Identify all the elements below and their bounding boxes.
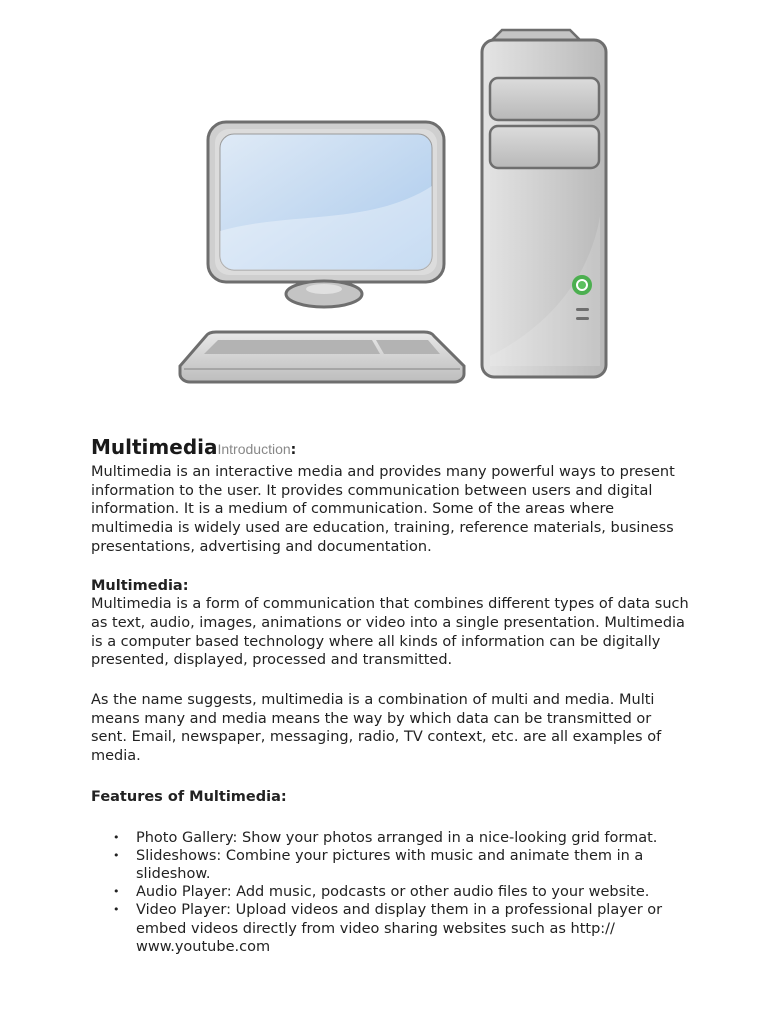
features-heading: Features of Multimedia: bbox=[91, 788, 287, 805]
desktop-computer-icon bbox=[170, 26, 615, 388]
title-colon: : bbox=[290, 442, 297, 458]
title-text: Multimedia bbox=[91, 435, 218, 459]
drive-bay-icon bbox=[490, 126, 599, 168]
monitor bbox=[208, 122, 444, 307]
name-paragraph: As the name suggests, multimedia is a combination of multi and media. Multi means many and media means the way by which data can be transmitted or sent. Email, newspaper, messaging, radio, TV context, etc. are all examples of media. bbox=[91, 692, 662, 765]
document-body bbox=[91, 434, 691, 956]
drive-bay-icon bbox=[490, 78, 599, 120]
intro-paragraph: Multimedia is an interactive media and provides many powerful ways to present information to the user. It provides communication between users and digital information. It is a medium of communication. Some of the areas where multimedia is widely used are education, training, reference materials, business presentations, advertising and documentation. bbox=[91, 464, 675, 555]
section-heading: Multimedia: bbox=[91, 577, 189, 594]
features-list bbox=[91, 829, 691, 956]
list-item: • Photo Gallery: Show your photos arranged in a nice-looking grid format. bbox=[136, 829, 691, 847]
page-title bbox=[91, 434, 691, 463]
list-item: • Video Player: Upload videos and display them in a professional player or embed videos directly from video sharing websites such as http:// www.youtube.com bbox=[136, 901, 691, 956]
list-item: • Audio Player: Add music, podcasts or other audio files to your website. bbox=[136, 883, 691, 901]
title-suffix: Introduction bbox=[217, 441, 291, 457]
tower-case bbox=[482, 30, 606, 377]
list-item: • Slideshows: Combine your pictures with music and animate them in a slideshow. bbox=[136, 847, 691, 883]
keyboard bbox=[180, 332, 464, 382]
definition-paragraph: Multimedia is a form of communication that combines different types of data such as text, audio, images, animations or video into a single presentation. Multimedia is a computer based technology where all kinds of information can be digitally presented, displayed, processed and transmitted. bbox=[91, 596, 689, 669]
